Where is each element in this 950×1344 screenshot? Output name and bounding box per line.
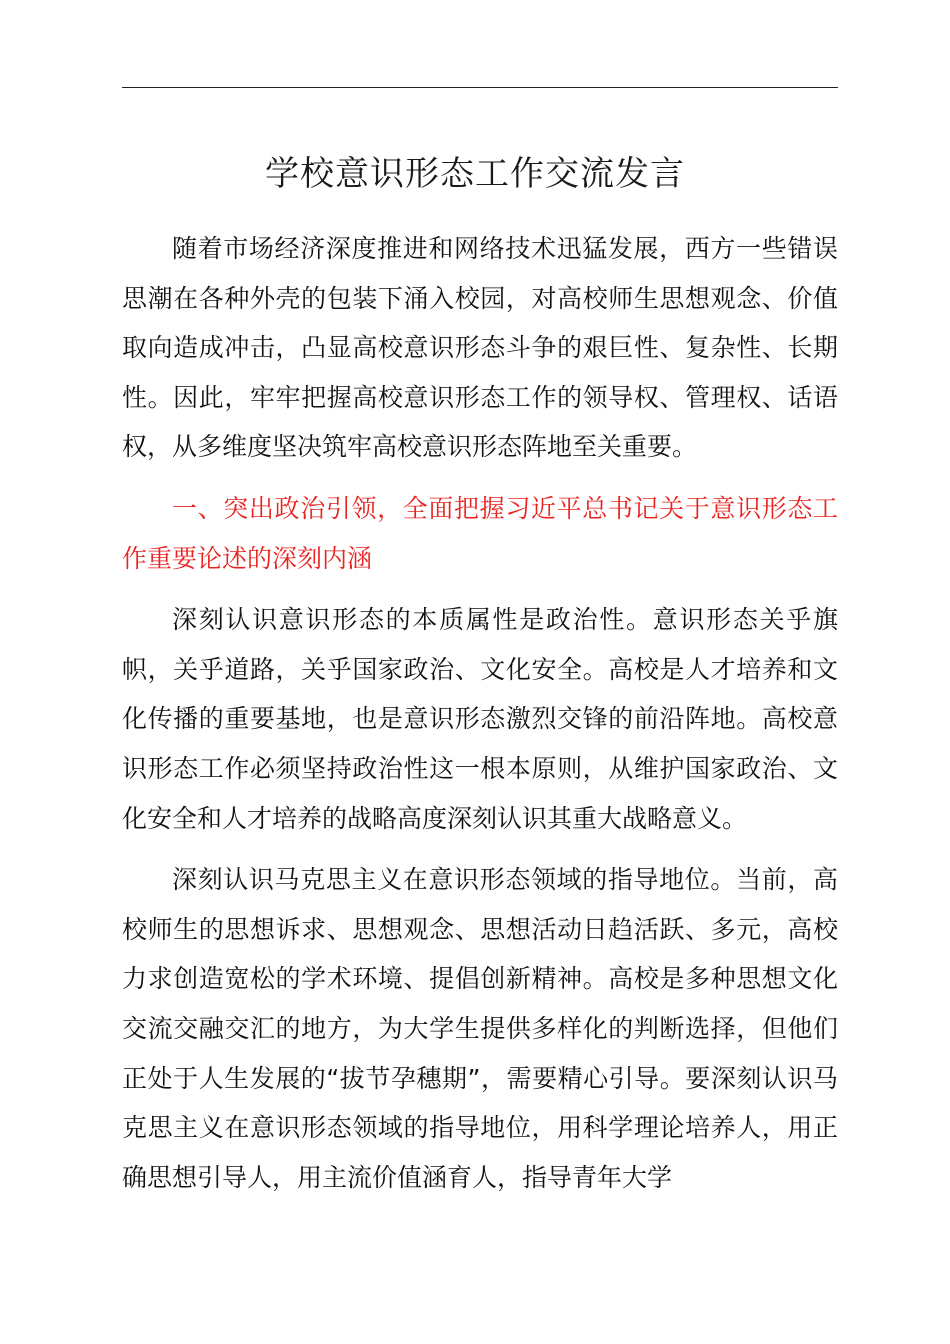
header-rule: [122, 87, 838, 88]
body-paragraph-1: 深刻认识意识形态的本质属性是政治性。意识形态关乎旗帜，关乎道路，关乎国家政治、文化安全。高校是人才培养和文化传播的重要基地，也是意识形态激烈交锋的前沿阵地。高校意识形态工作必须坚持政治性这一根本原则，从维护国家政治、文化安全和人才培养的战略高度深刻认识其重大战略意义。: [122, 605, 838, 833]
intro-paragraph: 随着市场经济深度推进和网络技术迅猛发展，西方一些错误思潮在各种外壳的包装下涌入校园，对高校师生思想观念、价值取向造成冲击，凸显高校意识形态斗争的艰巨性、复杂性、长期性。因此，牢牢把握高校意识形态工作的领导权、管理权、话语权，从多维度坚决筑牢高校意识形态阵地至关重要。: [122, 234, 838, 462]
body-paragraph-2: 深刻认识马克思主义在意识形态领域的指导地位。当前，高校师生的思想诉求、思想观念、思想活动日趋活跃、多元，高校力求创造宽松的学术环境、提倡创新精神。高校是多种思想文化交流交融交汇的地方，为大学生提供多样化的判断选择，但他们正处于人生发展的“拔节孕穗期”，需要精心引导。要深刻认识马克思主义在意识形态领域的指导地位，用科学理论培养人，用正确思想引导人，用主流价值涵育人，指导青年大学: [122, 865, 838, 1192]
document-body: [122, 224, 838, 1202]
section-heading-1: 一、突出政治引领，全面把握习近平总书记关于意识形态工作重要论述的深刻内涵: [122, 493, 838, 573]
document-title: 学校意识形态工作交流发言: [265, 154, 685, 194]
